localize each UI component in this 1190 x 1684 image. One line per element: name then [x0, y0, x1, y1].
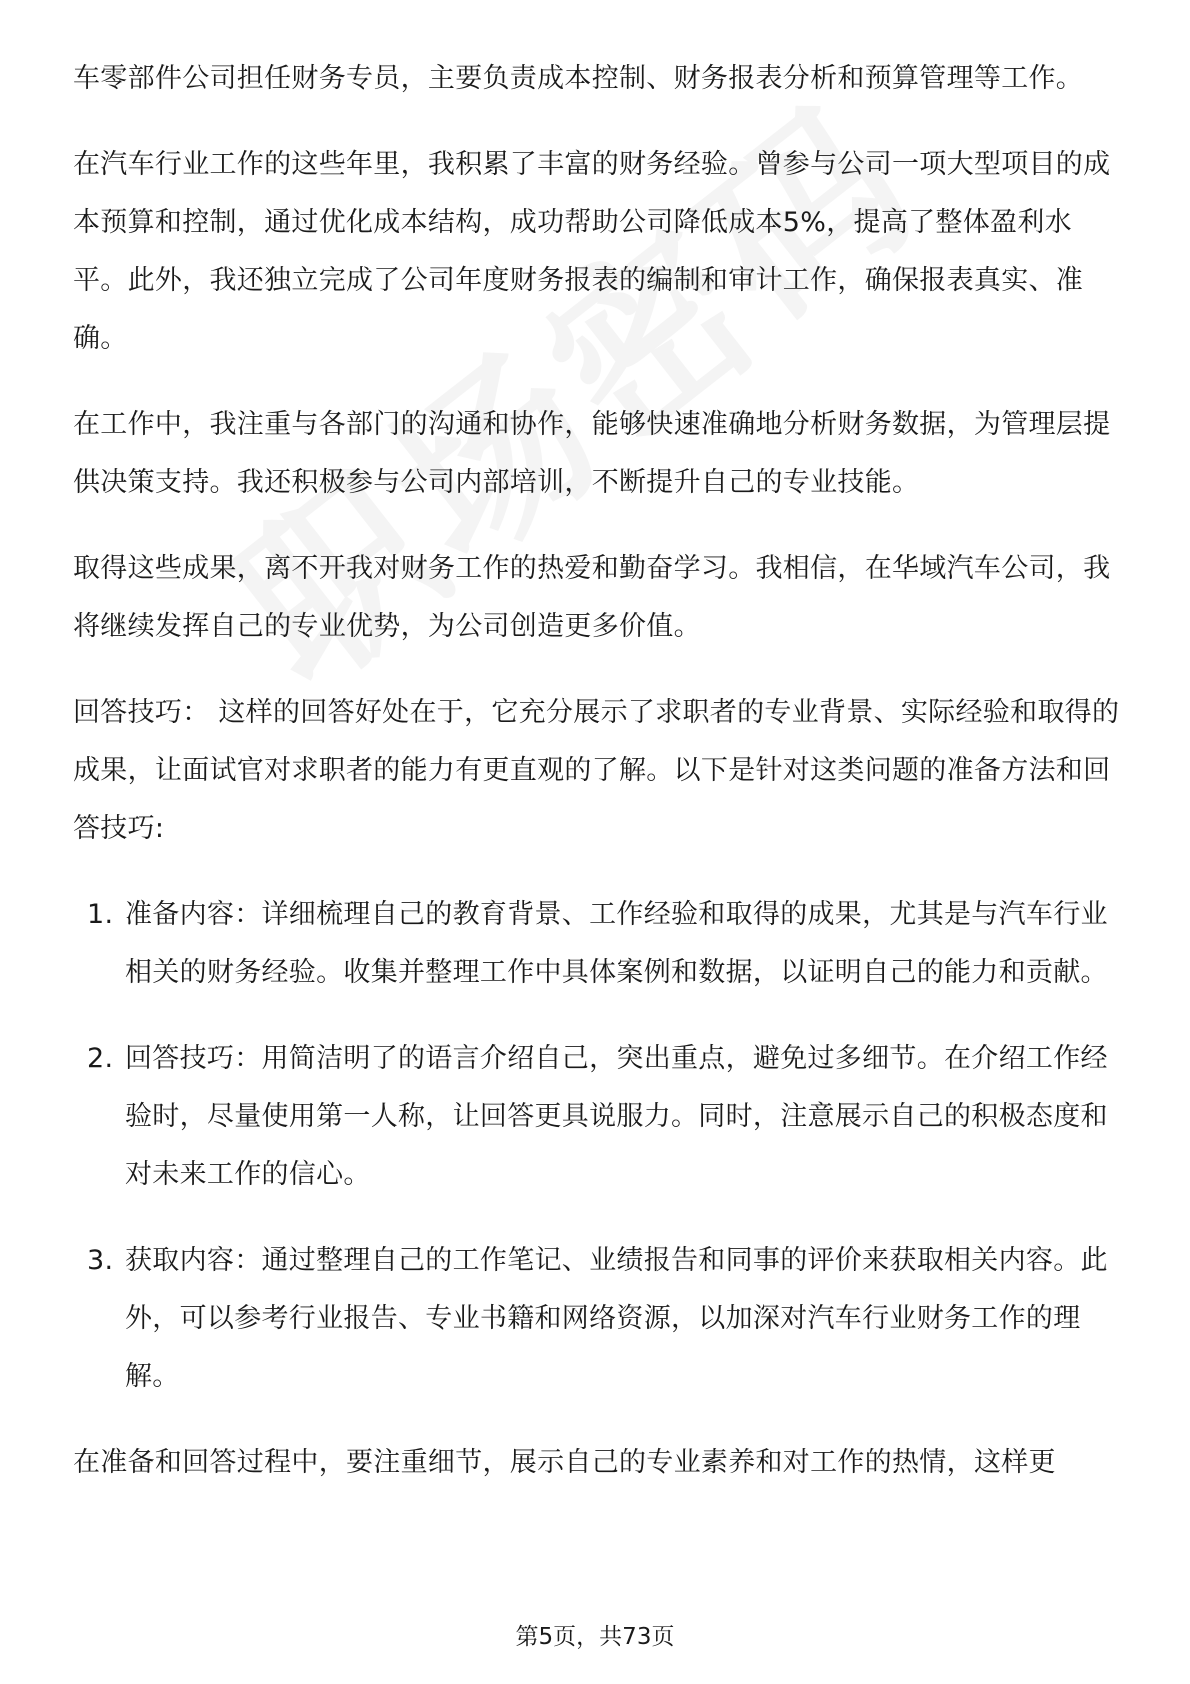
page-number-footer: 第5页，共73页	[515, 1624, 675, 1650]
list-item-number: 3.	[87, 1245, 114, 1276]
list-item-text: 获取内容：通过整理自己的工作笔记、业绩报告和同事的评价来获取相关内容。此外，可以参考行业报告、专业书籍和网络资源，以加深对汽车行业财务工作的理解。	[125, 1245, 1108, 1392]
paragraph-intro-continued: 车零部件公司担任财务专员，主要负责成本控制、财务报表分析和预算管理等工作。	[73, 63, 1084, 94]
list-item-number: 2.	[87, 1043, 114, 1074]
list-item-text: 回答技巧：用简洁明了的语言介绍自己，突出重点，避免过多细节。在介绍工作经验时，尽量使用第一人称，让回答更具说服力。同时，注意展示自己的积极态度和对未来工作的信心。	[125, 1043, 1108, 1190]
list-item	[73, 886, 1123, 1002]
list-item	[73, 1030, 1123, 1204]
paragraph-answer-tips-intro: 回答技巧： 这样的回答好处在于，它充分展示了求职者的专业背景、实际经验和取得的成果，让面试官对求职者的能力有更直观的了解。以下是针对这类问题的准备方法和回答技巧:	[73, 697, 1120, 844]
paragraph-experience: 在汽车行业工作的这些年里，我积累了丰富的财务经验。曾参与公司一项大型项目的成本预算和控制，通过优化成本结构，成功帮助公司降低成本5%，提高了整体盈利水平。此外，我还独立完成了公司年度财务报表的编制和审计工作，确保报表真实、准确。	[73, 149, 1111, 354]
list-item-text: 准备内容：详细梳理自己的教育背景、工作经验和取得的成果，尤其是与汽车行业相关的财务经验。收集并整理工作中具体案例和数据，以证明自己的能力和贡献。	[125, 899, 1108, 988]
document-body	[73, 50, 1123, 1520]
paragraph-achievements: 取得这些成果，离不开我对财务工作的热爱和勤奋学习。我相信，在华域汽车公司，我将继续发挥自己的专业优势，为公司创造更多价值。	[73, 553, 1111, 642]
list-item	[73, 1232, 1123, 1406]
list-item-number: 1.	[87, 899, 114, 930]
paragraph-teamwork: 在工作中，我注重与各部门的沟通和协作，能够快速准确地分析财务数据，为管理层提供决策支持。我还积极参与公司内部培训，不断提升自己的专业技能。	[73, 409, 1111, 498]
tips-list	[73, 886, 1123, 1406]
paragraph-closing: 在准备和回答过程中，要注重细节，展示自己的专业素养和对工作的热情，这样更	[73, 1447, 1056, 1478]
